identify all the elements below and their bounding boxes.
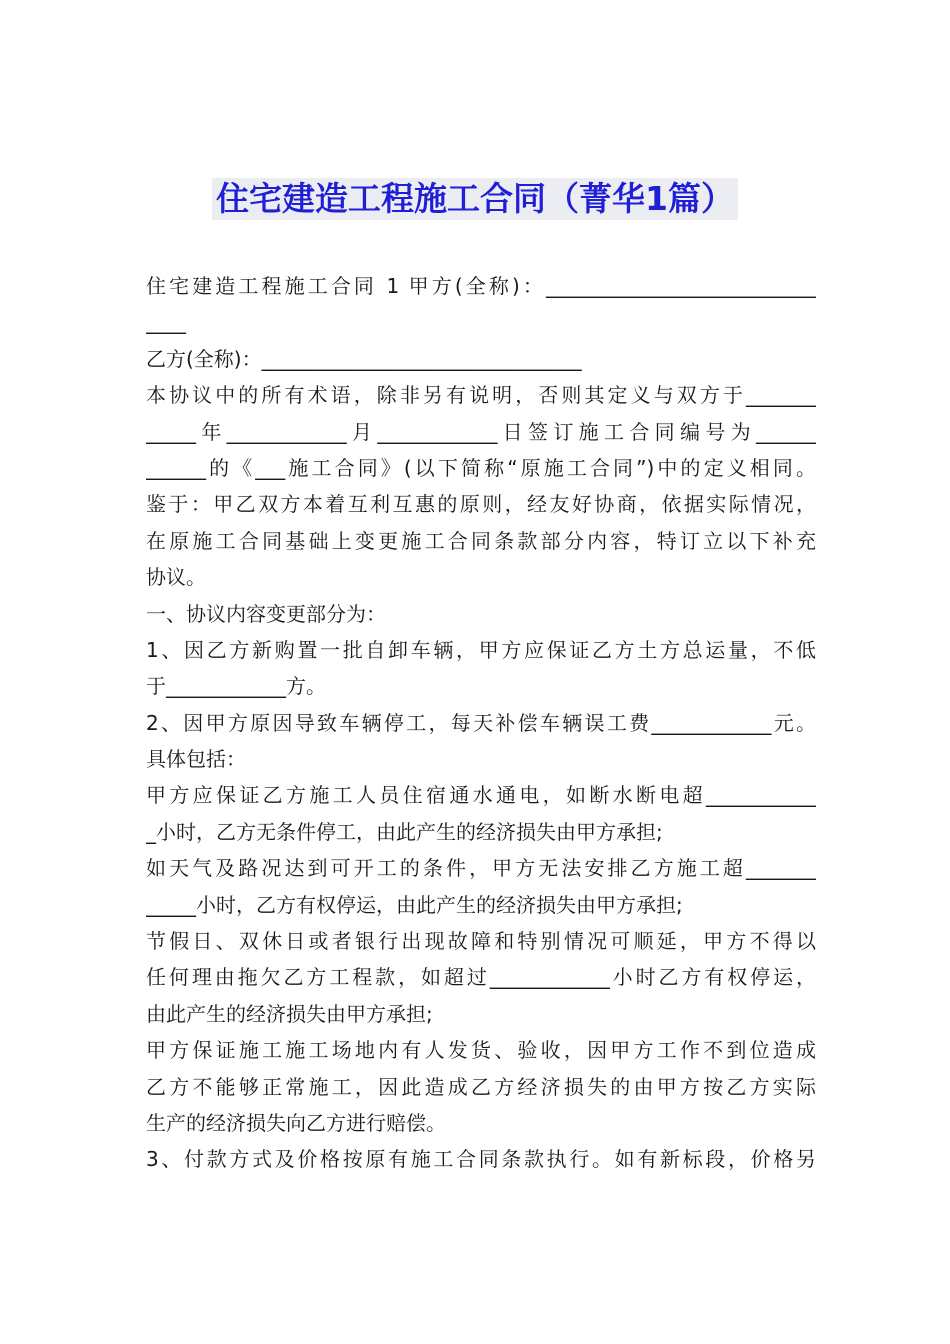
paragraph-line: 于____________方。 (146, 674, 326, 699)
paragraph-line: 任何理由拖欠乙方工程款，如超过____________小时乙方有权停运， (146, 965, 816, 990)
paragraph-line: _____小时，乙方有权停运，由此产生的经济损失由甲方承担; (146, 892, 683, 917)
paragraph-line: 乙方(全称)：________________________________ (146, 346, 582, 371)
paragraph-line: 住宅建造工程施工合同 1 甲方(全称)：___________________________ (146, 274, 816, 298)
paragraph-line: 2、因甲方原因导致车辆停工，每天补偿车辆误工费____________元。 (146, 710, 816, 735)
paragraph-line: 如天气及路况达到可开工的条件，甲方无法安排乙方施工超_______ (146, 856, 816, 881)
paragraph-line: 乙方不能够正常施工，因此造成乙方经济损失的由甲方按乙方实际 (146, 1074, 816, 1099)
title-container (0, 178, 950, 220)
paragraph-line: _____年____________月____________日签订施工合同编号为______ (146, 419, 816, 444)
paragraph-line: 鉴于：甲乙双方本着互利互惠的原则，经友好协商，依据实际情况， (146, 492, 816, 517)
document-title: 住宅建造工程施工合同（菁华1篇） (212, 178, 738, 220)
paragraph-line: _小时，乙方无条件停工，由此产生的经济损失由甲方承担; (146, 819, 663, 844)
paragraph-line: 一、协议内容变更部分为： (146, 601, 386, 626)
paragraph-line: ____ (146, 310, 186, 335)
paragraph-line: 1、因乙方新购置一批自卸车辆，甲方应保证乙方土方总运量，不低 (146, 637, 816, 662)
paragraph-line: 3、付款方式及价格按原有施工合同条款执行。如有新标段，价格另 (146, 1147, 816, 1172)
paragraph-line: 协议。 (146, 565, 206, 590)
document-body (146, 268, 816, 1178)
paragraph-line: 节假日、双休日或者银行出现故障和特别情况可顺延，甲方不得以 (146, 929, 816, 954)
paragraph-line: ______的《___施工合同》(以下简称“原施工合同”)中的定义相同。 (146, 455, 816, 480)
paragraph-line: 在原施工合同基础上变更施工合同条款部分内容，特订立以下补充 (146, 528, 816, 553)
paragraph-line: 由此产生的经济损失由甲方承担; (146, 1001, 433, 1026)
paragraph-line: 具体包括： (146, 747, 246, 772)
paragraph-line: 本协议中的所有术语，除非另有说明，否则其定义与双方于_______ (146, 383, 816, 408)
paragraph-line: 甲方应保证乙方施工人员住宿通水通电，如断水断电超___________ (146, 783, 816, 808)
paragraph-line: 甲方保证施工施工场地内有人发货、验收，因甲方工作不到位造成 (146, 1038, 816, 1063)
paragraph-line: 生产的经济损失向乙方进行赔偿。 (146, 1110, 446, 1135)
